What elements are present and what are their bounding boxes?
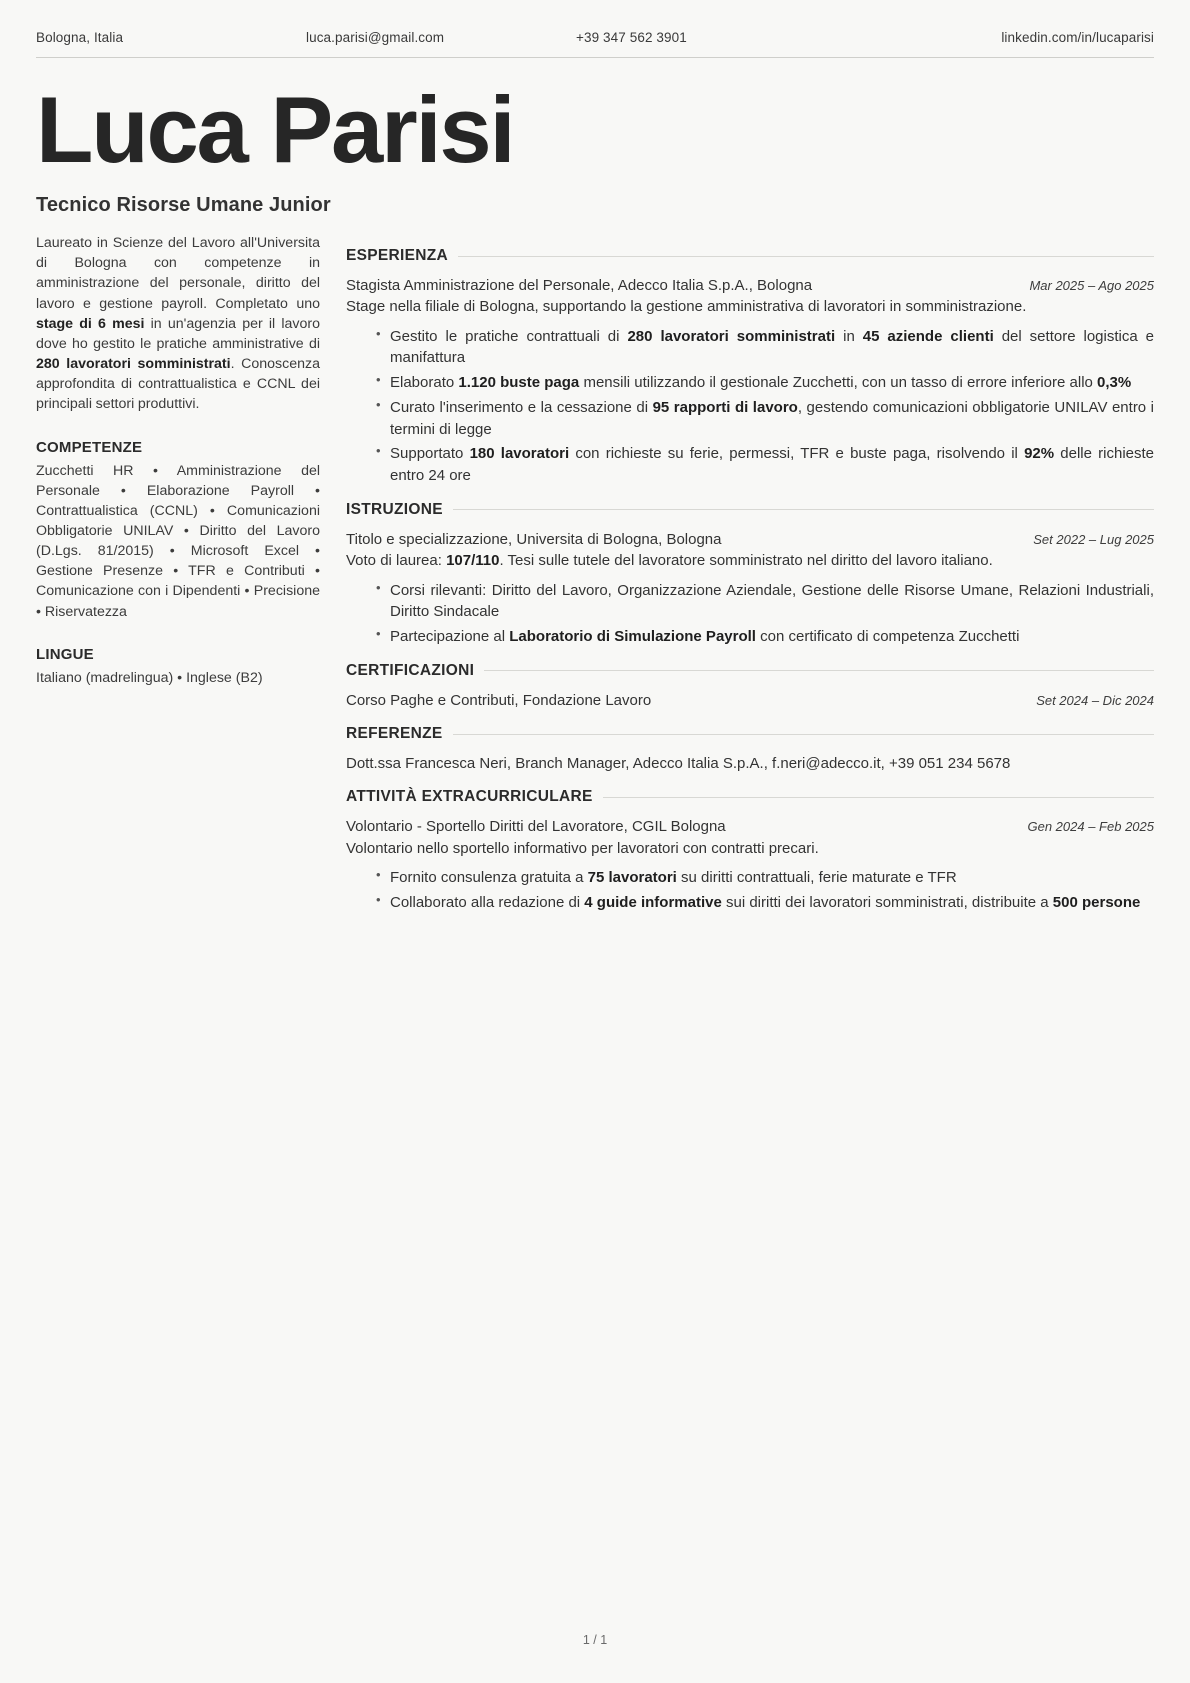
list-item (376, 372, 1154, 394)
extracurricular-entry-date: Gen 2024 – Feb 2025 (1027, 819, 1154, 835)
bullet-text: Curato l'inserimento e la cessazione di (390, 398, 653, 416)
education-entry-date: Set 2022 – Lug 2025 (1033, 531, 1154, 547)
list-item (376, 397, 1154, 441)
bullet-text: Partecipazione al (390, 628, 510, 646)
extracurricular-entry-top (346, 816, 1154, 837)
contact-location: Bologna, Italia (36, 30, 124, 45)
sidebar-column (36, 233, 336, 688)
references-heading: REFERENZE (346, 725, 443, 743)
bullet-bold: 75 lavoratori (587, 868, 677, 886)
extracurricular-heading-row (346, 788, 1154, 806)
bullet-text: con certificato di competenza Zucchetti (755, 628, 1020, 646)
section-experience (346, 247, 1154, 487)
contact-linkedin[interactable]: linkedin.com/in/lucaparisi (1001, 30, 1154, 45)
references-heading-rule (453, 734, 1154, 735)
section-education (346, 501, 1154, 648)
bullet-bold: 1.120 buste paga (458, 374, 580, 392)
extracurricular-heading-rule (603, 797, 1154, 798)
section-extracurricular (346, 788, 1154, 913)
languages-list: Italiano (madrelingua) • Inglese (B2) (36, 669, 263, 686)
page-indicator: 1 / 1 (582, 1633, 608, 1647)
bullet-text: Collaborato alla redazione di (390, 893, 585, 911)
bullet-text: , gestendo comunicazioni obbligatorie UNILAV entro i termini di legge (390, 398, 1154, 438)
bullet-text: mensili utilizzando il gestionale Zucchetti, con un tasso di errore inferiore allo (579, 374, 1098, 392)
bullet-text: Fornito consulenza gratuita a (390, 868, 588, 886)
certification-entry (346, 690, 1154, 711)
bullet-bold: 180 lavoratori (469, 445, 570, 463)
bullet-text: in (835, 327, 863, 345)
bullet-bold: 280 lavoratori somministrati (627, 327, 836, 345)
summary-bold-1: stage di 6 mesi (36, 315, 145, 332)
name-block (0, 58, 1190, 217)
bullet-bold: 4 guide informative (584, 893, 722, 911)
references-text: Dott.ssa Francesca Neri, Branch Manager, Adecco Italia S.p.A., f.neri@adecco.it, +39 051 234 5678 (346, 755, 1011, 773)
contact-email[interactable]: luca.parisi@gmail.com (306, 30, 445, 45)
certification-entry-date: Set 2024 – Dic 2024 (1036, 692, 1154, 708)
list-item (376, 443, 1154, 487)
education-bullet-list (346, 580, 1154, 648)
education-entry-top (346, 529, 1154, 550)
candidate-job-title: Tecnico Risorse Umane Junior (36, 194, 331, 217)
languages-heading: LINGUE (36, 645, 94, 663)
bullet-bold: 45 aziende clienti (862, 327, 994, 345)
resume-body (0, 217, 1190, 923)
bullet-text: Supportato (390, 445, 470, 463)
list-item (376, 326, 1154, 370)
bullet-text: sui diritti dei lavoratori somministrati, distribuite a (721, 893, 1053, 911)
list-item (376, 626, 1154, 648)
skills-list: Zucchetti HR • Amministrazione del Personale • Elaborazione Payroll • Contrattualistica (CCNL) • Comunicazioni Obbligatorie UNILAV • Diritto del Lavoro (D.Lgs. 81/2015) • Microsoft Excel • Gestione Presenze • TFR e Contributi • Comunicazione con i Dipendenti • Precisione • Riservatezza (36, 462, 320, 620)
experience-entry-top (346, 275, 1154, 296)
certifications-heading-row (346, 662, 1154, 680)
list-item (376, 580, 1154, 624)
education-heading-row (346, 501, 1154, 519)
education-desc-text: Voto di laurea: (346, 552, 447, 570)
main-column (336, 233, 1154, 923)
bullet-text: Gestito le pratiche contrattuali di (390, 327, 628, 345)
experience-entry-description: Stage nella filiale di Bologna, supportando la gestione amministrativa di lavoratori in somministrazione. (346, 298, 1027, 316)
experience-heading: ESPERIENZA (346, 247, 449, 265)
candidate-name: Luca Parisi (36, 77, 514, 182)
section-certifications (346, 662, 1154, 711)
extracurricular-heading: ATTIVITÀ EXTRACURRICULARE (346, 788, 593, 806)
section-references (346, 725, 1154, 774)
bullet-text: del settore logistica e manifattura (390, 327, 1155, 367)
experience-entry-date: Mar 2025 – Ago 2025 (1029, 278, 1154, 294)
summary-text-3: . Conoscenza approfondita di contrattualistica e CCNL dei principali settori produttivi. (36, 356, 320, 413)
education-desc-text: . Tesi sulle tutele del lavoratore somministrato nel diritto del lavoro italiano. (499, 552, 993, 570)
summary-text-2: in un'agenzia per il lavoro dove ho gestito le pratiche amministrative di (36, 315, 321, 352)
education-heading: ISTRUZIONE (346, 500, 443, 518)
certifications-heading: CERTIFICAZIONI (346, 661, 475, 679)
bullet-bold: 95 rapporti di lavoro (652, 398, 798, 416)
extracurricular-entry-title: Volontario - Sportello Diritti del Lavoratore, CGIL Bologna (346, 818, 726, 836)
list-item (376, 867, 1154, 889)
contact-bar (0, 0, 1190, 45)
experience-heading-row (346, 247, 1154, 265)
summary-bold-2: 280 lavoratori somministrati (36, 356, 231, 373)
profile-summary (36, 233, 320, 414)
bullet-text: delle richieste entro 24 ore (390, 445, 1154, 485)
experience-entry (346, 275, 1154, 487)
education-entry-description (346, 550, 1154, 571)
bullet-bold: Laboratorio di Simulazione Payroll (509, 628, 756, 646)
list-item (376, 892, 1154, 914)
bullet-bold: 92% (1024, 445, 1055, 463)
extracurricular-bullet-list (346, 867, 1154, 914)
bullet-bold: 500 persone (1052, 893, 1141, 911)
contact-phone[interactable]: +39 347 562 3901 (576, 30, 687, 45)
experience-heading-rule (458, 256, 1154, 257)
education-entry-title: Titolo e specializzazione, Universita di Bologna, Bologna (346, 530, 722, 548)
references-heading-row (346, 725, 1154, 743)
bullet-text: Elaborato (390, 374, 459, 392)
bullet-bold: 0,3% (1097, 374, 1132, 392)
education-entry (346, 529, 1154, 648)
experience-bullet-list (346, 326, 1154, 487)
education-heading-rule (453, 509, 1154, 510)
skills-heading: COMPETENZE (36, 438, 143, 456)
extracurricular-entry-description: Volontario nello sportello informativo per lavoratori con contratti precari. (346, 839, 819, 857)
bullet-text: Corsi rilevanti: Diritto del Lavoro, Organizzazione Aziendale, Gestione delle Risorse Umane, Relazioni Industriali, Diritto Sindacale (390, 581, 1154, 621)
experience-entry-title: Stagista Amministrazione del Personale, Adecco Italia S.p.A., Bologna (346, 277, 813, 295)
certification-entry-top (346, 690, 1154, 711)
education-desc-bold: 107/110 (446, 552, 500, 570)
certifications-heading-rule (484, 670, 1154, 671)
page-footer (0, 1633, 1190, 1647)
bullet-text: su diritti contrattuali, ferie maturate e TFR (676, 868, 957, 886)
summary-text-1: Laureato in Scienze del Lavoro all'Universita di Bologna con competenze in amministrazione del personale, diritto del lavoro e gestione payroll. Completato uno (36, 235, 320, 312)
extracurricular-entry (346, 816, 1154, 913)
certification-entry-title: Corso Paghe e Contributi, Fondazione Lavoro (346, 691, 652, 709)
bullet-text: con richieste su ferie, permessi, TFR e buste paga, risolvendo il (569, 445, 1025, 463)
